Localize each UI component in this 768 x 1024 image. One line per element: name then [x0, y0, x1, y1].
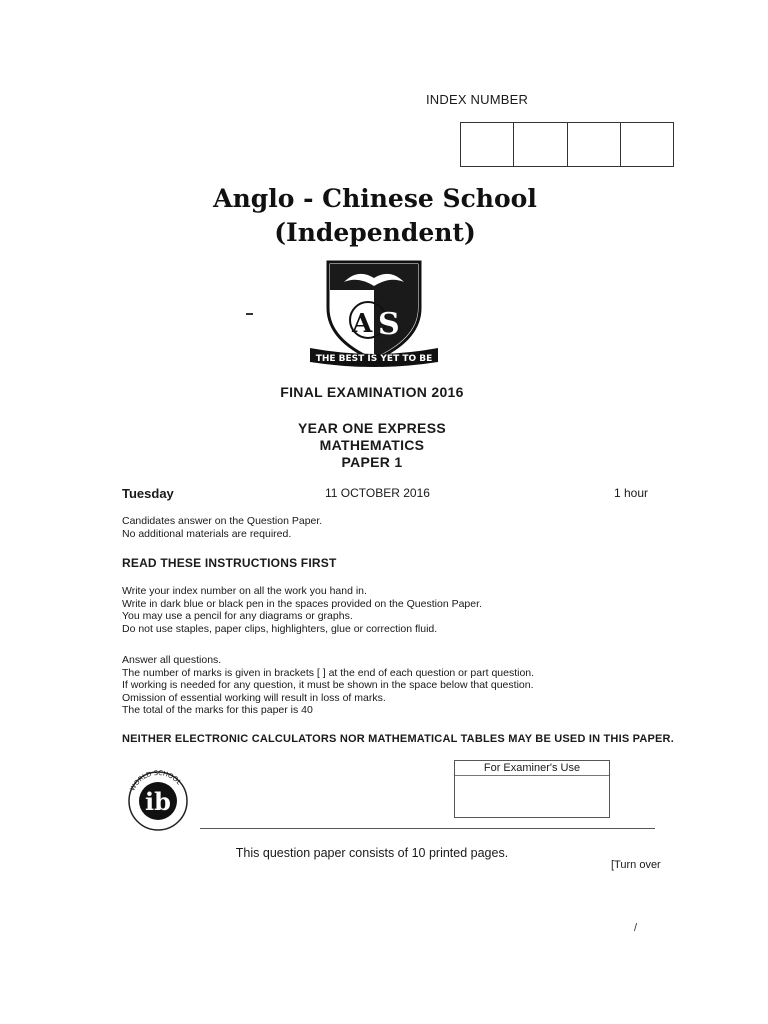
instruction-line: If working is needed for any question, it must be shown in the space below that question. [122, 679, 534, 691]
instruction-line: Omission of essential working will result in loss of marks. [122, 691, 386, 704]
exam-date: 11 OCTOBER 2016 [325, 486, 430, 500]
candidate-note: Candidates answer on the Question Paper. [122, 515, 323, 527]
instruction-line: Answer all questions. [122, 654, 222, 666]
instruction-line: Write in dark blue or black pen in the spaces provided on the Question Paper. [122, 597, 482, 610]
instructions-heading: READ THESE INSTRUCTIONS FIRST [122, 556, 337, 570]
pen-mark: / [634, 922, 638, 934]
stray-dash [246, 313, 253, 315]
crest-motto: THE BEST IS YET TO BE [315, 354, 433, 364]
school-crest-icon [308, 256, 440, 372]
index-box[interactable] [461, 123, 514, 166]
instructions-group-2 [122, 654, 534, 717]
instruction-line: Write your index number on all the work you hand in. [122, 585, 367, 597]
instruction-line: The total of the marks for this paper is 40 [122, 704, 313, 716]
instruction-line: Do not use staples, paper clips, highlighters, glue or correction fluid. [122, 622, 438, 635]
exam-duration: 1 hour [614, 486, 649, 500]
exam-paper: PAPER 1 [341, 454, 403, 470]
subject-block [0, 420, 744, 471]
calculator-warning: NEITHER ELECTRONIC CALCULATORS NOR MATHEMATICAL TABLES MAY BE USED IN THIS PAPER. [122, 733, 674, 745]
examiners-use-title: For Examiner's Use [455, 761, 609, 776]
exam-title: FINAL EXAMINATION 2016 [280, 384, 464, 400]
examiners-use-box [454, 760, 610, 818]
turn-over-note: [Turn over [611, 859, 661, 871]
index-box[interactable] [621, 123, 673, 166]
index-box[interactable] [568, 123, 621, 166]
ib-world-school-logo-icon [118, 770, 200, 832]
ib-ring-text: WORLD SCHOOL [128, 770, 183, 793]
ib-logo-text: ib [145, 787, 171, 816]
page-count-note: This question paper consists of 10 printed pages. [235, 846, 509, 860]
exam-level: YEAR ONE EXPRESS [298, 420, 446, 436]
candidate-notes [122, 515, 322, 540]
exam-day: Tuesday [122, 486, 174, 501]
index-box[interactable] [514, 123, 567, 166]
svg-text:A: A [352, 309, 373, 339]
instruction-line: The number of marks is given in brackets [ ] at the end of each question or part question. [122, 666, 535, 679]
instructions-group-1 [122, 585, 482, 635]
svg-text:S: S [378, 307, 400, 342]
school-name [180, 182, 570, 250]
school-name-line2: (Independent) [274, 218, 476, 247]
divider-line [200, 828, 655, 829]
index-number-boxes[interactable] [460, 122, 674, 167]
exam-subject: MATHEMATICS [319, 437, 425, 453]
candidate-note: No additional materials are required. [122, 527, 292, 540]
instruction-line: You may use a pencil for any diagrams or graphs. [122, 610, 353, 622]
index-number-label: INDEX NUMBER [426, 92, 529, 107]
school-name-line1: Anglo - Chinese School [213, 184, 537, 213]
